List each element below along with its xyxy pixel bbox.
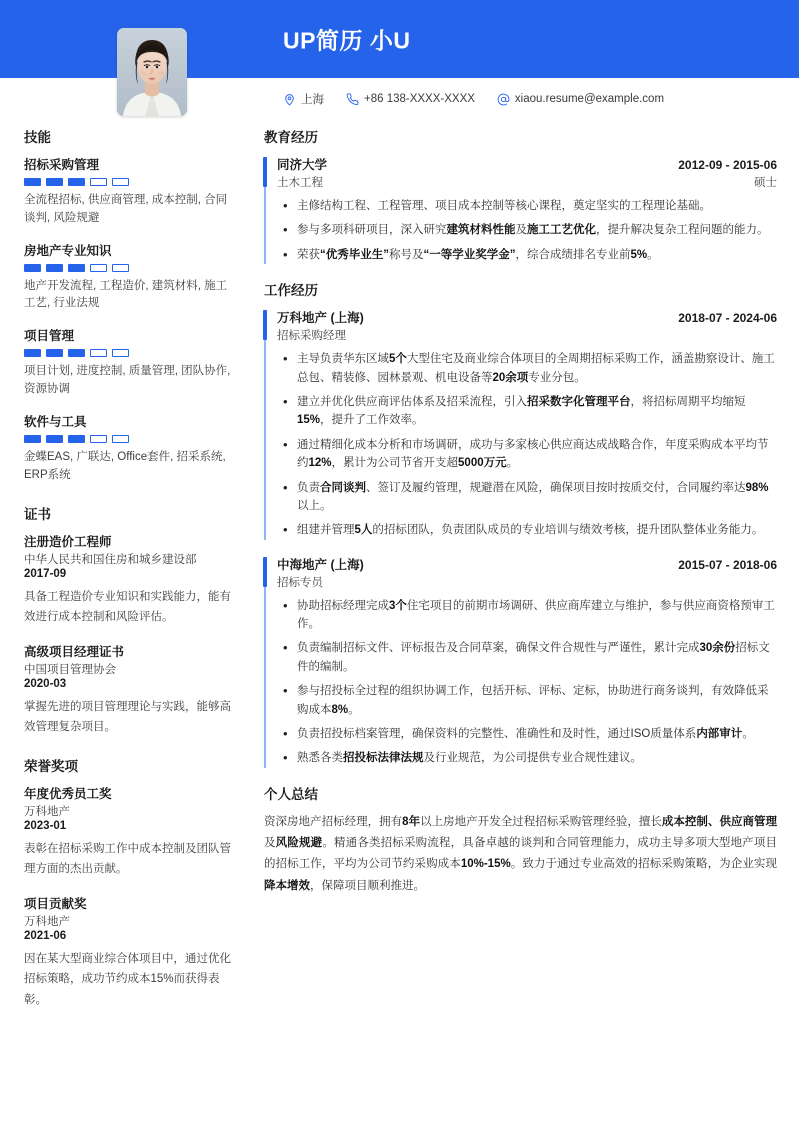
skill-description: 全流程招标, 供应商管理, 成本控制, 合同谈判, 风险规避 [24, 194, 228, 224]
entry-role: 招标专员 [277, 576, 323, 589]
sidebar-entry [24, 532, 236, 627]
entry-date-range: 2018-07 - 2024-06 [678, 311, 777, 326]
skill-item [24, 326, 236, 399]
sidebar-entry-description: 掌握先进的项目管理理论与实践，能够高效管理复杂项目。 [24, 700, 231, 733]
entry-header [277, 308, 777, 326]
entry-organization: 中海地产 (上海) [277, 557, 364, 572]
education-list [264, 155, 777, 264]
entry-role: 土木工程 [277, 177, 323, 189]
entry-bullet: • 负责招投标档案管理，确保资料的完整性、准确性和及时性，通过ISO质量体系内部审计。 [277, 725, 777, 743]
skill-dot-filled [68, 264, 85, 272]
entry-bullet: • 负责合同谈判、签订及履约管理，规避潜在风险，确保项目按时按质交付，合同履约率达98%以上。 [277, 479, 777, 516]
skill-dot-filled [46, 349, 63, 357]
skill-dot-filled [24, 349, 41, 357]
timeline-entry [264, 155, 777, 264]
entry-date-range: 2012-09 - 2015-06 [678, 158, 777, 172]
skill-dot-filled [68, 178, 85, 186]
entry-bullet: • 建立并优化供应商评估体系及招采流程，引入招采数字化管理平台，将招标周期平均缩短15%，提升了工作效率。 [277, 393, 777, 430]
skill-description: 地产开发流程, 工程造价, 建筑材料, 施工工艺, 行业法规 [24, 279, 228, 310]
skill-item [24, 155, 236, 228]
section-awards [24, 755, 236, 1010]
sidebar-entry-description: 因在某大型商业综合体项目中，通过优化招标策略，成功节约成本15%而获得表彰。 [24, 953, 231, 1006]
skill-level-meter [24, 349, 236, 357]
section-title-summary: 个人总结 [264, 786, 318, 802]
sidebar-entry-date: 2023-01 [24, 820, 67, 832]
sidebar-entry-title: 高级项目经理证书 [24, 644, 125, 659]
entry-bullets [277, 350, 777, 540]
sidebar-entry [24, 894, 236, 1009]
skill-dot-filled [24, 435, 41, 443]
section-title-work: 工作经历 [264, 283, 318, 299]
section-title-skills: 技能 [24, 130, 51, 145]
section-education [264, 126, 777, 264]
sidebar-entry-title: 项目贡献奖 [24, 897, 87, 912]
skill-item [24, 412, 236, 485]
contact-email [497, 93, 664, 106]
skill-dot-filled [46, 264, 63, 272]
section-title-certificates: 证书 [24, 506, 51, 522]
sidebar-entry-date: 2021-06 [24, 930, 67, 943]
skill-dot-filled [24, 264, 41, 272]
skill-dot-empty [90, 178, 107, 186]
page-title: UP简历 小U [283, 27, 411, 54]
location-pin-icon [283, 93, 296, 106]
email-at-icon [497, 93, 510, 106]
sidebar-entry-date: 2020-03 [24, 677, 67, 690]
skill-dot-filled [68, 435, 85, 443]
sidebar-entry-org: 万科地产 [24, 916, 70, 929]
section-title-awards: 荣誉奖项 [24, 759, 78, 774]
avatar-photo-icon [117, 28, 187, 116]
skill-level-meter [24, 264, 236, 272]
skill-name: 项目管理 [24, 329, 75, 344]
section-work [264, 279, 777, 768]
sidebar [0, 120, 258, 1025]
entry-bullet: • 参与招投标全过程的组织协调工作，包括开标、评标、定标，协助进行商务谈判，有效降低采购成本8%。 [277, 682, 777, 719]
sidebar-entry [24, 784, 236, 879]
contact-location-text: 上海 [301, 94, 324, 106]
skill-level-meter [24, 178, 236, 186]
entry-role: 招标采购经理 [277, 330, 346, 343]
skill-dot-empty [90, 435, 107, 443]
skill-description: 项目计划, 进度控制, 质量管理, 团队协作, 资源协调 [24, 365, 231, 396]
skills-list [24, 155, 236, 485]
skill-dot-empty [112, 264, 129, 272]
entry-bullet: • 主修结构工程、工程管理、项目成本控制等核心课程，奠定坚实的工程理论基础。 [277, 197, 777, 215]
entry-organization: 万科地产 (上海) [277, 311, 364, 326]
phone-icon [346, 93, 359, 106]
contact-phone-text: +86 138-XXXX-XXXX [364, 93, 475, 105]
entry-bullet: • 协助招标经理完成3个住宅项目的前期市场调研、供应商库建立与维护，参与供应商资格预审工作。 [277, 597, 777, 634]
section-certificates [24, 503, 236, 738]
avatar [117, 28, 187, 116]
skill-dot-filled [46, 435, 63, 443]
skill-dot-filled [68, 349, 85, 357]
skill-level-meter [24, 435, 236, 443]
skill-dot-filled [46, 178, 63, 186]
section-title-education: 教育经历 [264, 130, 318, 145]
timeline-rail [264, 557, 266, 768]
section-skills [24, 126, 236, 485]
contact-location [283, 91, 324, 107]
entry-subheader [277, 327, 777, 343]
entry-subheader [277, 574, 777, 590]
skill-name: 软件与工具 [24, 414, 87, 429]
sidebar-entry-org: 中华人民共和国住房和城乡建设部 [24, 553, 197, 566]
skill-dot-empty [112, 178, 129, 186]
awards-list [24, 784, 236, 1010]
entry-degree: 硕士 [754, 177, 777, 189]
entry-bullet: • 参与多项科研项目，深入研究建筑材料性能及施工工艺优化，提升解决复杂工程问题的能力。 [277, 221, 777, 239]
entry-subheader [277, 174, 777, 190]
sidebar-entry-description: 表彰在招标采购工作中成本控制及团队管理方面的杰出贡献。 [24, 843, 231, 876]
summary-text: 资深房地产招标经理，拥有8年以上房地产开发全过程招标采购管理经验，擅长成本控制、供应商管理及风险规避。精通各类招标采购流程，具备卓越的谈判和合同管理能力，成功主导多项大型地产项目的招标工作，平均为公司节约采购成本10%-15%。致力于通过专业高效的招标采购策略，为企业实现降本增效，保障项目顺利推进。 [264, 815, 778, 892]
entry-bullet: • 主导负责华东区域5个大型住宅及商业综合体项目的全周期招标采购工作，涵盖勘察设计、施工总包、精装修、园林景观、机电设备等20余项专业分包。 [277, 350, 777, 387]
timeline-entry [264, 555, 777, 768]
sidebar-entry-title: 注册造价工程师 [24, 534, 112, 549]
sidebar-entry-description: 具备工程造价专业知识和实践能力，能有效进行成本控制和风险评估。 [24, 590, 231, 623]
entry-organization: 同济大学 [277, 158, 328, 172]
resume-body [0, 120, 799, 1025]
entry-bullet: • 通过精细化成本分析和市场调研，成功与多家核心供应商达成战略合作，年度采购成本平均节约12%，累计为公司节省开支超5000万元。 [277, 436, 777, 473]
certificates-list [24, 532, 236, 738]
timeline-rail [264, 310, 266, 540]
skill-dot-empty [112, 349, 129, 357]
timeline-rail [264, 157, 266, 264]
skill-dot-empty [90, 264, 107, 272]
entry-bullet: • 熟悉各类招投标法律法规及行业规范，为公司提供专业合规性建议。 [277, 749, 777, 767]
section-summary [264, 783, 777, 897]
sidebar-entry-date: 2017-09 [24, 567, 67, 580]
entry-bullet: • 荣获“优秀毕业生”称号及“一等学业奖学金”，综合成绩排名专业前5%。 [277, 246, 777, 264]
skill-item [24, 241, 236, 314]
contact-email-text: xiaou.resume@example.com [514, 93, 665, 105]
entry-date-range: 2015-07 - 2018-06 [678, 557, 777, 572]
entry-bullet: • 负责编制招标文件、评标报告及合同草案，确保文件合规性与严谨性，累计完成30余份招标文件的编制。 [277, 639, 777, 676]
skill-dot-filled [24, 178, 41, 186]
skill-dot-empty [112, 435, 129, 443]
skill-dot-empty [90, 349, 107, 357]
sidebar-entry-org: 万科地产 [24, 806, 70, 818]
entry-bullets [277, 597, 777, 768]
skill-name: 招标采购管理 [24, 158, 100, 172]
entry-header [277, 155, 777, 173]
work-list [264, 308, 777, 768]
sidebar-entry [24, 642, 236, 737]
entry-header [277, 555, 777, 573]
entry-bullets [277, 197, 777, 264]
main-column [258, 120, 799, 1025]
sidebar-entry-org: 中国项目管理协会 [24, 663, 116, 676]
skill-description: 金蝶EAS, 广联达, Office套件, 招采系统, ERP系统 [24, 450, 226, 481]
sidebar-entry-title: 年度优秀员工奖 [24, 787, 112, 801]
skill-name: 房地产专业知识 [24, 243, 112, 258]
contact-phone [346, 93, 475, 106]
entry-bullet: • 组建并管理5人的招标团队，负责团队成员的专业培训与绩效考核，提升团队整体业务能力。 [277, 521, 777, 539]
timeline-entry [264, 308, 777, 540]
